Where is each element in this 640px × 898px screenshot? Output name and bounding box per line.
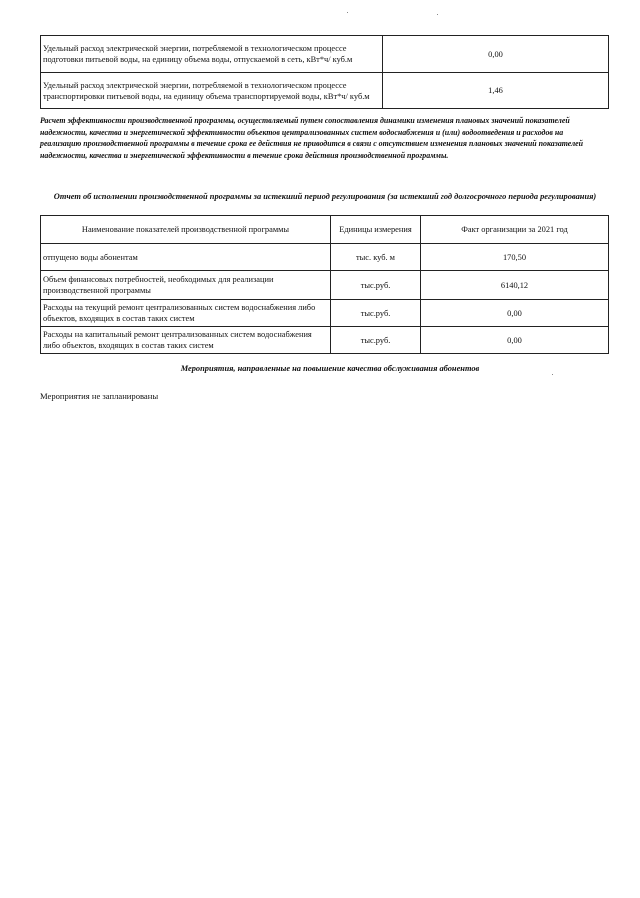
- report-title: Отчет об исполнении производственной программы за истекший период регулирования (за истекший год долгосрочного периода регулирования): [53, 192, 597, 201]
- measures-title: Мероприятия, направленные на повышение качества обслуживания абонентов: [180, 364, 480, 373]
- scan-speck: [552, 374, 553, 375]
- row-value: 1,46: [383, 73, 609, 109]
- table-row: [41, 244, 609, 271]
- indicator-name: отпущено воды абонентам: [41, 244, 331, 271]
- indicator-value: 170,50: [421, 244, 609, 271]
- table-row: [41, 271, 609, 300]
- row-label: Удельный расход электрической энергии, потребляемой в технологическом процессе подготовки питьевой воды, на единицу объема воды, отпускаемой в сеть, кВт*ч/ куб.м: [41, 36, 383, 73]
- column-header: Наименование показателей производственной программы: [41, 216, 331, 244]
- program-report-table: [40, 215, 609, 354]
- row-value: 0,00: [383, 36, 609, 73]
- indicator-unit: тыс.руб.: [331, 300, 421, 327]
- indicator-value: 6140,12: [421, 271, 609, 300]
- measures-note: Мероприятия не запланированы: [40, 391, 159, 401]
- table-row: [41, 73, 609, 109]
- scan-speck: [437, 14, 438, 15]
- indicator-unit: тыс.руб.: [331, 271, 421, 300]
- indicator-name: Расходы на капитальный ремонт централизованных систем водоснабжения либо объектов, входящих в состав таких систем: [41, 327, 331, 354]
- indicator-name: Объем финансовых потребностей, необходимых для реализации производственной программы: [41, 271, 331, 300]
- table-header-row: [41, 216, 609, 244]
- energy-consumption-table: [40, 35, 609, 109]
- table-row: [41, 36, 609, 73]
- table-row: [41, 327, 609, 354]
- table-row: [41, 300, 609, 327]
- indicator-value: 0,00: [421, 300, 609, 327]
- row-label: Удельный расход электрической энергии, потребляемой в технологическом процессе транспортировки питьевой воды, на единицу объема транспортируемой воды, кВт*ч/ куб.м: [41, 73, 383, 109]
- indicator-name: Расходы на текущий ремонт централизованных систем водоснабжения либо объектов, входящих в состав таких систем: [41, 300, 331, 327]
- scan-speck: [347, 12, 348, 13]
- efficiency-paragraph: Расчет эффективности производственной программы, осуществляемый путем сопоставления динамики изменения плановых значений показателей надежности, качества и энергетической эффективности объектов централизованных систем водоснабжения и (или) водоотведения и расходов на реализацию производственной программы в течение срока ее действия не приводится в связи с отсутствием изменения плановых значений показателей надежности, качества и энергетической эффективности в течение срока действия производственной программы.: [40, 116, 584, 160]
- column-header: Факт организации за 2021 год: [421, 216, 609, 244]
- indicator-unit: тыс. куб. м: [331, 244, 421, 271]
- indicator-value: 0,00: [421, 327, 609, 354]
- indicator-unit: тыс.руб.: [331, 327, 421, 354]
- column-header: Единицы измерения: [331, 216, 421, 244]
